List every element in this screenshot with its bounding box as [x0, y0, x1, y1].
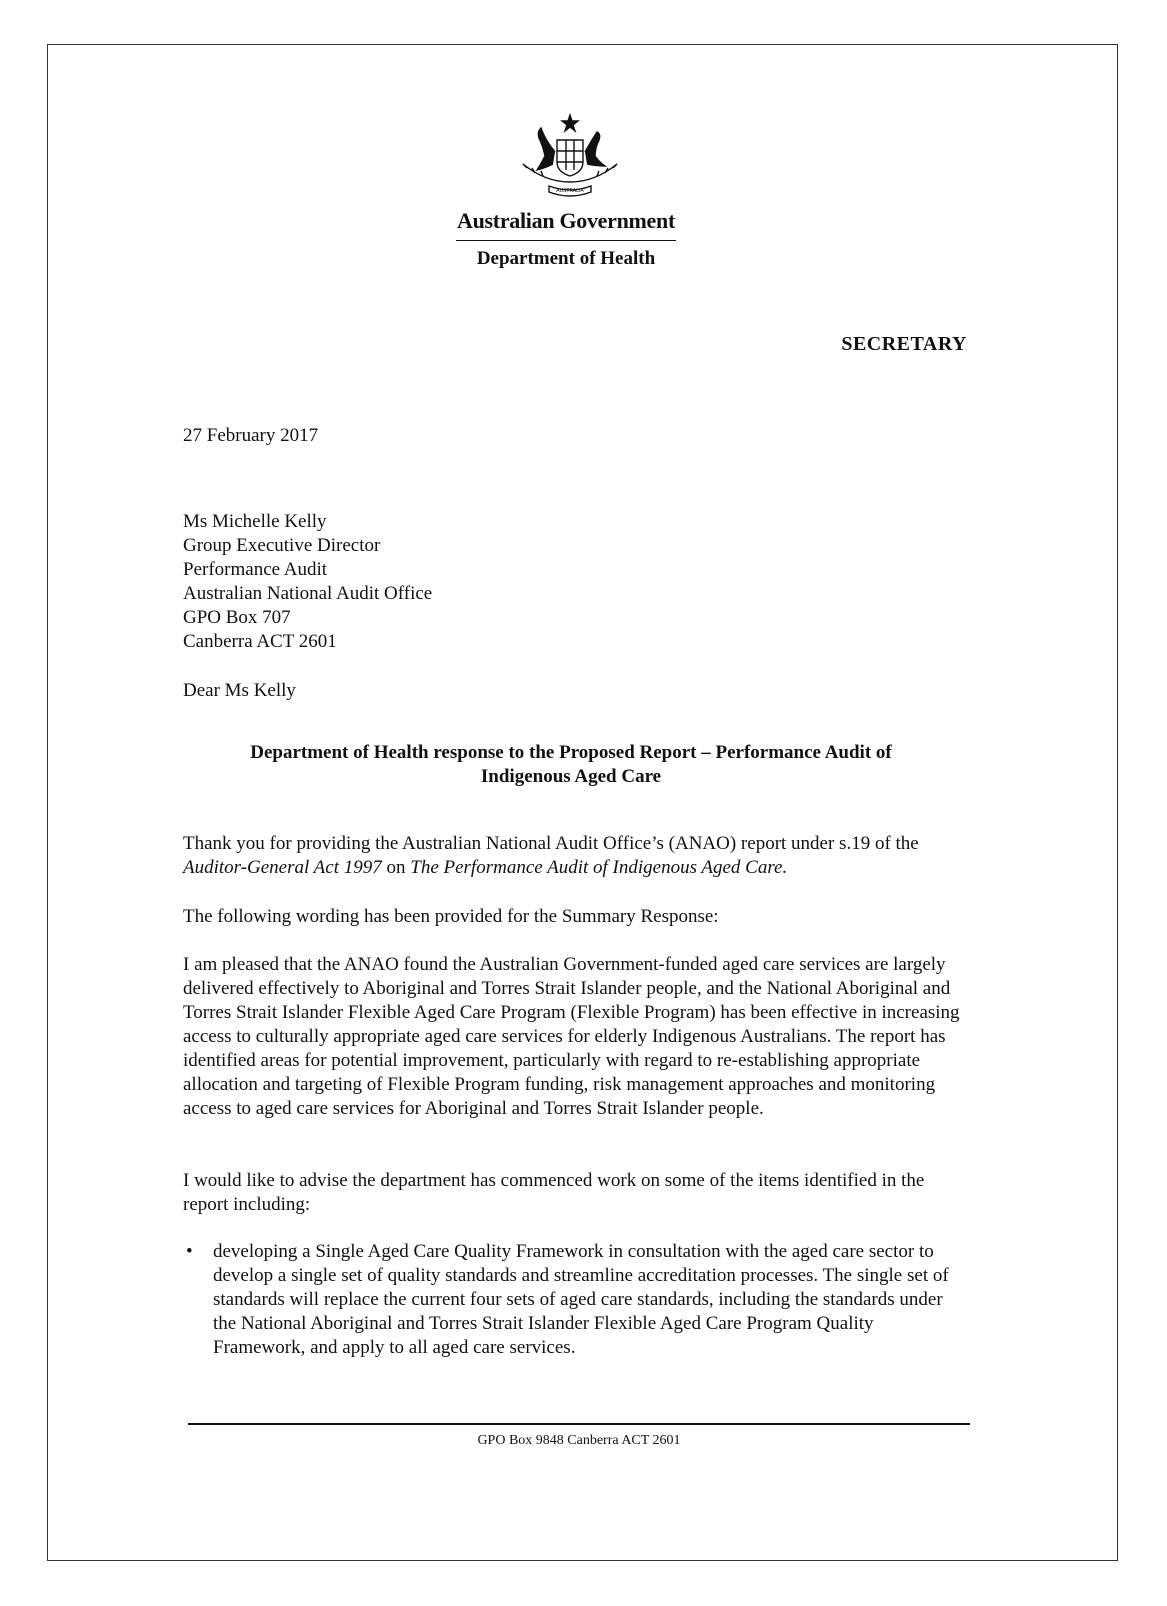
bullet-icon: • [186, 1241, 193, 1262]
address-line: Canberra ACT 2601 [183, 631, 337, 652]
recipient-address [183, 510, 432, 654]
salutation: Dear Ms Kelly [183, 680, 296, 701]
paragraph-summary-intro: The following wording has been provided for the Summary Response: [183, 906, 719, 927]
address-line: Group Executive Director [183, 535, 381, 556]
paragraph-work-commenced: I would like to advise the department has commenced work on some of the items identified in the report including: [183, 1170, 925, 1215]
letterhead-divider [456, 240, 676, 241]
paragraph-summary-response: I am pleased that the ANAO found the Australian Government-funded aged care services are largely delivered effectively to Aboriginal and Torres Strait Islander people, and the National Aboriginal and Torres Strait Islander Flexible Aged Care Program (Flexible Program) has been effective in increasing access to culturally appropriate aged care services for elderly Indigenous Australians. The report has identified areas for potential improvement, particularly with regard to re-establishing appropriate allocation and targeting of Flexible Program funding, risk management approaches and monitoring access to aged care services for Aboriginal and Torres Strait Islander people. [183, 954, 960, 1119]
act-title: Auditor-General Act 1997 [183, 857, 382, 878]
footer-divider [188, 1423, 970, 1425]
subject-line-2: Indigenous Aged Care [480, 766, 662, 787]
address-line: Ms Michelle Kelly [183, 511, 327, 532]
subject-heading [183, 741, 959, 789]
report-title: The Performance Audit of Indigenous Aged Care. [410, 857, 788, 878]
government-name: Australian Government [457, 208, 675, 233]
address-line: Australian National Audit Office [183, 583, 433, 604]
list-item [183, 1240, 963, 1360]
paragraph-intro [183, 832, 963, 880]
address-line: Performance Audit [183, 559, 328, 580]
svg-text:AUSTRALIA: AUSTRALIA [556, 188, 584, 194]
footer-address: GPO Box 9848 Canberra ACT 2601 [477, 1433, 681, 1448]
letter-date: 27 February 2017 [183, 425, 319, 446]
subject-line-1: Department of Health response to the Proposed Report – Performance Audit of [250, 742, 892, 763]
intro-text-connector: on [381, 857, 411, 878]
bullet-text: developing a Single Aged Care Quality Framework in consultation with the aged care sector to develop a single set of quality standards and streamline accreditation processes. The single set of standards will replace the current four sets of aged care standards, including the standards under the National Aboriginal and Torres Strait Islander Flexible Aged Care Program Quality Framework, and apply to all aged care services. [213, 1241, 949, 1358]
coat-of-arms-icon [515, 112, 625, 202]
office-title: SECRETARY [841, 333, 967, 355]
department-name: Department of Health [476, 248, 656, 269]
intro-text: Thank you for providing the Australian National Audit Office’s (ANAO) report under s.19 of the [183, 833, 919, 854]
address-line: GPO Box 707 [183, 607, 291, 628]
